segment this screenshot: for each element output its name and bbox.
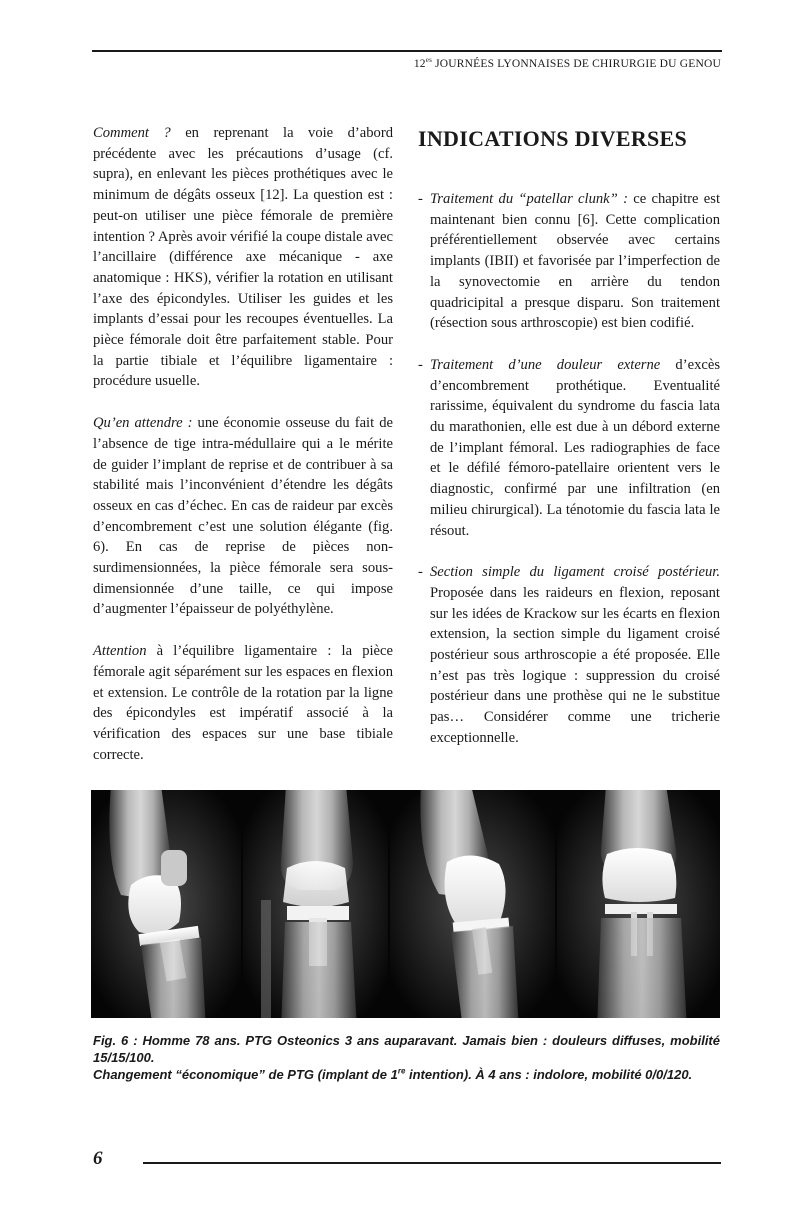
list-item-body: d’excès d’encombrement prothétique. Eventualité rarissime, équivalent du syndrome du fascia lata du marathonien, elle est due à un débord externe de l’implant fémoral. Les radiographies de face et le défilé fémoro-patellaire orientent vers le diagnostic, confirmé par une infiltration (en milieu chirurgical). La ténotomie du fascia lata le résout. <box>430 356 720 539</box>
paragraph-qu-en-attendre <box>93 413 393 620</box>
header-title: JOURNÉES LYONNAISES DE CHIRURGIE DU GENOU <box>435 58 721 70</box>
footer-rule <box>143 1162 721 1164</box>
list-dash: - <box>418 356 423 373</box>
list-item-lead: Section simple du ligament croisé postérieur. <box>430 564 720 581</box>
caption-superscript: re <box>397 1066 406 1076</box>
list-item-lead: Traitement du “patellar clunk” : <box>430 191 628 207</box>
paragraph-comment <box>93 123 393 392</box>
radiograph-frontal-before <box>243 790 388 1018</box>
right-column <box>418 123 720 749</box>
list-item-body: Proposée dans les raideurs en flexion, reposant sur les idées de Krackow sur les écarts en flexion extension, la section simple du ligament croisé postérieur sous arthroscopie a été proposée. Elle n’est pas très logique : suppression du croisé postérieur dans une prothèse qui ne le substitue pas… Considérer comme une tricherie exceptionnelle. <box>430 584 720 746</box>
header-rule <box>92 50 722 52</box>
radiograph-frontal-after <box>557 790 720 1018</box>
figure-radiographs <box>91 790 720 1018</box>
caption-line-2 <box>93 1066 720 1083</box>
paragraph-lead: Qu’en attendre : <box>93 415 193 432</box>
radiograph-lateral-after <box>390 790 555 1018</box>
list-item <box>418 562 720 748</box>
caption-line-2-start: Changement “économique” de PTG (implant de 1 <box>93 1067 398 1082</box>
caption-line-1: Fig. 6 : Homme 78 ans. PTG Osteonics 3 ans auparavant. Jamais bien : douleurs diffuses, mobilité 15/15/100. <box>93 1033 720 1065</box>
header-number-suffix: es <box>425 56 432 65</box>
list-dash: - <box>418 564 423 581</box>
list-dash: - <box>418 191 423 207</box>
header-number: 12 <box>413 58 426 70</box>
paragraph-lead: Comment ? <box>93 125 171 141</box>
paragraph-body: à l’équilibre ligamentaire : la pièce fémorale agit séparément sur les espaces en flexion et extension. Le contrôle de la rotation par la ligne des épicondyles est impératif associé à la vérification des espaces sur une base tibiale correcte. <box>93 643 393 763</box>
paragraph-body: en reprenant la voie d’abord précédente avec les précautions d’usage (cf. supra), en enlevant les pièces prothétiques avec le minimum de dégâts osseux [12]. La question est : peut-on utiliser une pièce fémorale de première intention ? Après avoir vérifié la coupe distale avec l’ancillaire (différence axe mécanique - axe anatomique : HKS), vérifier la rotation en utilisant l’axe des épicondyles. Utiliser les guides et les implants d’essai pour les recoupes éventuelles. La pièce fémorale doit être parfaitement stable. Pour la partie tibiale et l’équilibre ligamentaire : procédure usuelle. <box>93 125 394 390</box>
running-header <box>414 58 721 70</box>
list-item <box>418 355 720 541</box>
figure-caption <box>93 1032 720 1083</box>
radiograph-lateral-before <box>91 790 241 1018</box>
paragraph-attention <box>93 641 393 765</box>
list-item-lead: Traitement d’une douleur externe <box>430 356 661 373</box>
paragraph-lead: Attention <box>93 643 147 660</box>
paragraph-body: une économie osseuse du fait de l’absence de tige intra-médullaire qui a le mérite de guider l’implant de reprise et de contribuer à sa stabilité mais l’inconvénient d’étendre les dégâts osseux en cas d’échec. En cas de raideur par excès d’encombrement c’est une solution élégante (fig. 6). En cas de reprise de pièces non-surdimensionnées, la pièce fémorale sera sous-dimensionnée d’une taille, ce qui impose d’augmenter l’épaisseur de polyéthylène. <box>93 415 393 618</box>
caption-line-2-end: intention). À 4 ans : indolore, mobilité 0/0/120. <box>405 1067 693 1082</box>
left-column <box>93 123 393 765</box>
list-item-body: ce chapitre est maintenant bien connu [6]. Cette complication préférentiellement observée avec certains implants (IBII) et favorisée par l’imperfection de la synovectomie en arrière du tendon quadricipital a presque disparu. Son traitement (résection sous arthroscopie) est bien codifié. <box>430 191 720 332</box>
section-title: INDICATIONS DIVERSES <box>418 126 688 151</box>
list-item <box>418 189 720 334</box>
page-number: 6 <box>93 1148 103 1169</box>
